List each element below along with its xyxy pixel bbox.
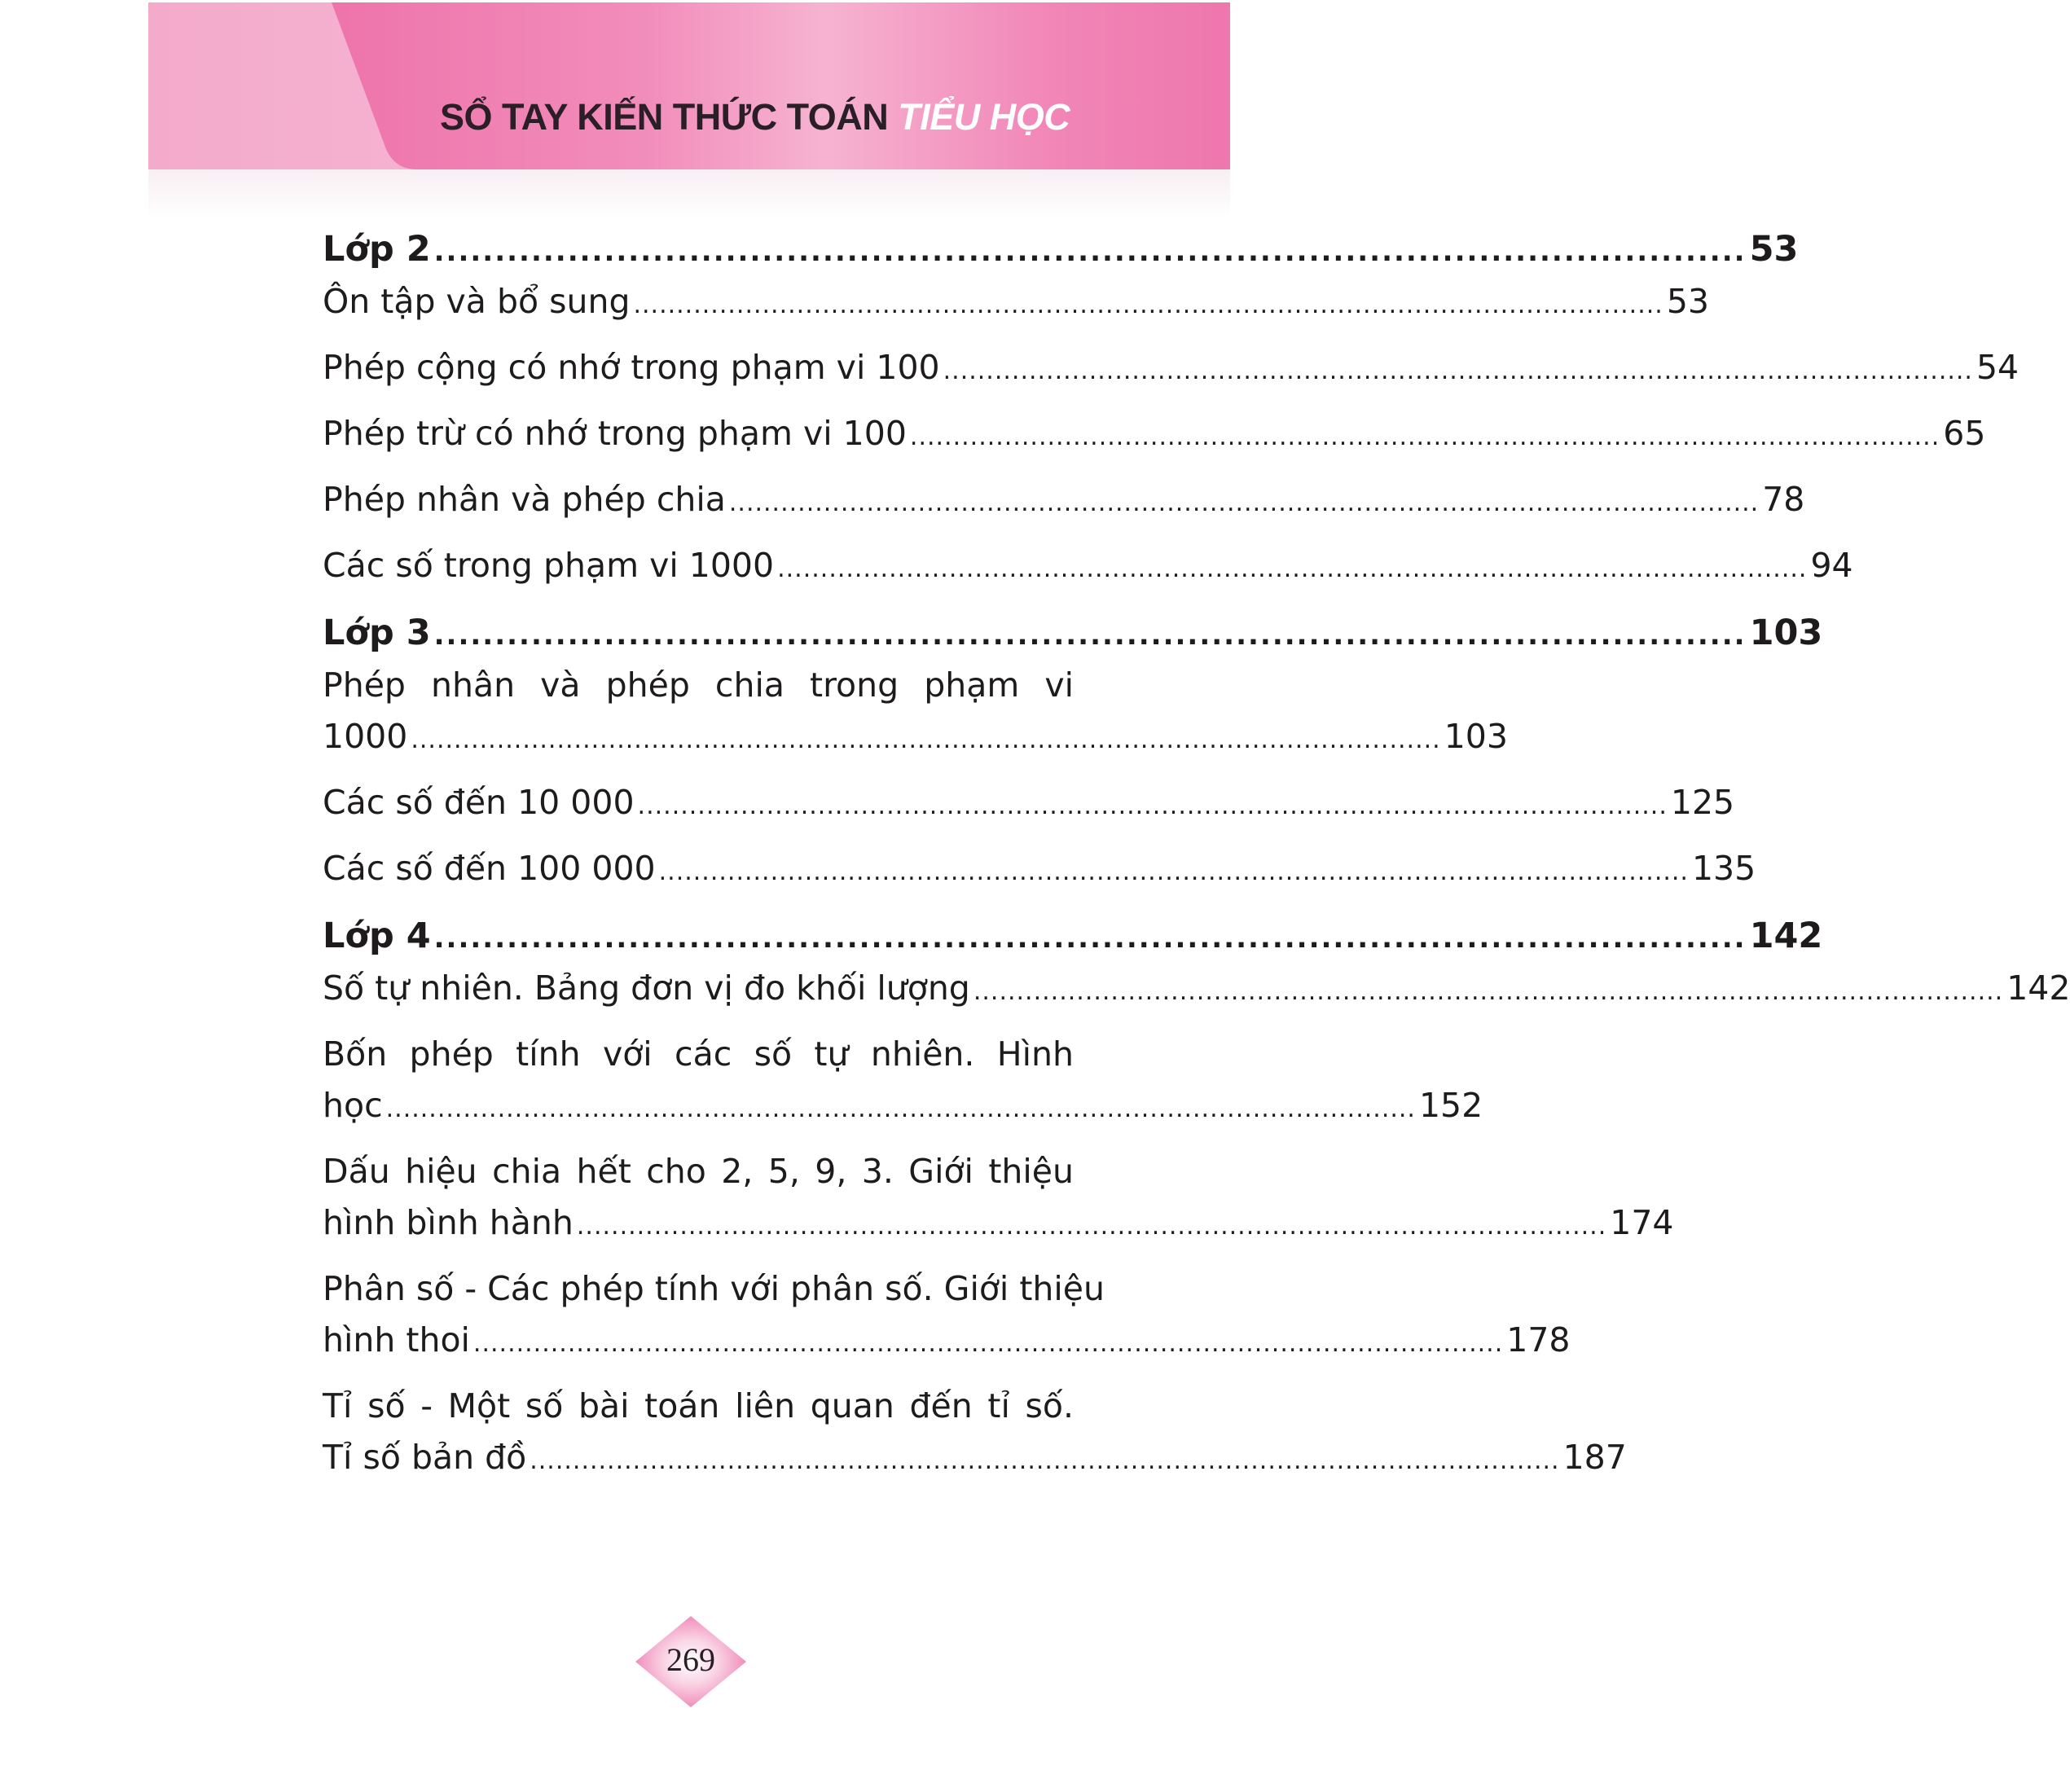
toc-item-page: 152 <box>1418 1086 1483 1125</box>
toc-item-title: hình thoi <box>323 1320 470 1359</box>
toc-heading-title: Lớp 4 <box>323 916 431 956</box>
toc-item-title: Tỉ số bản đồ <box>323 1438 527 1477</box>
leader-dots: ............................................................................................................ <box>433 235 1747 268</box>
leader-dots: ........................................................................................................................ <box>633 291 1663 319</box>
toc-item-page: 103 <box>1444 717 1508 756</box>
toc-item-page: 53 <box>1666 282 1709 321</box>
toc-item-page: 125 <box>1670 783 1735 822</box>
toc-item-page: 178 <box>1506 1320 1571 1359</box>
leader-dots: ........................................................................................................................ <box>530 1447 1560 1475</box>
toc-item-title: Các số đến 100 000 <box>323 849 656 888</box>
leader-dots: ........................................................................................................................ <box>777 555 1808 583</box>
toc-item[interactable] <box>323 480 1805 519</box>
toc-item[interactable] <box>323 1152 1674 1242</box>
toc-item[interactable] <box>323 348 2019 387</box>
toc-item[interactable] <box>323 1386 1627 1477</box>
toc-section-lop-4 <box>323 915 2070 1477</box>
leader-dots: ........................................................................................................................ <box>943 357 1973 385</box>
toc-item-title: 1000 <box>323 717 408 756</box>
toc-item[interactable] <box>323 1034 1483 1125</box>
toc-item-title: Ôn tập và bổ sung <box>323 282 631 321</box>
toc-item-page: 174 <box>1610 1203 1674 1242</box>
page-number: 269 <box>666 1641 715 1678</box>
leader-dots: ........................................................................................................................ <box>973 977 2004 1006</box>
toc-item-title-line1: Phân số - Các phép tính với phân số. Giới thiệu <box>323 1269 1105 1308</box>
toc-item-title-line1: Dấu hiệu chia hết cho 2, 5, 9, 3. Giới thiệu <box>323 1152 1074 1191</box>
toc-item-page: 78 <box>1762 480 1805 519</box>
toc-heading-page: 103 <box>1749 613 1823 653</box>
leader-dots: ........................................................................................................................ <box>576 1212 1607 1241</box>
leader-dots: ........................................................................................................................ <box>728 489 1760 517</box>
toc-item-page: 187 <box>1562 1438 1627 1477</box>
toc-item-title: Các số đến 10 000 <box>323 783 635 822</box>
toc-heading-page: 53 <box>1749 229 1799 270</box>
toc-section-lop-3 <box>323 612 1823 888</box>
toc-item-page: 135 <box>1691 849 1756 888</box>
leader-dots: ........................................................................................................................ <box>658 858 1689 886</box>
page-number-badge <box>626 1613 756 1711</box>
toc-item[interactable] <box>323 1269 1571 1359</box>
book-title <box>440 96 1189 145</box>
toc-item-title: Số tự nhiên. Bảng đơn vị đo khối lượng <box>323 968 970 1008</box>
toc-heading[interactable] <box>323 612 1823 654</box>
toc-section-lop-2 <box>323 228 2019 585</box>
toc-item-page: 94 <box>1810 546 1853 585</box>
toc-item[interactable] <box>323 849 1756 888</box>
toc-heading[interactable] <box>323 228 1799 270</box>
toc-item-title-line1: Tỉ số - Một số bài toán liên quan đến tỉ số. <box>323 1386 1074 1425</box>
book-title-accent: TIỂU HỌC <box>898 96 1070 138</box>
toc-item-title: học <box>323 1086 383 1125</box>
toc-item-title-line1: Phép nhân và phép chia trong phạm vi <box>323 665 1074 705</box>
book-title-main: SỔ TAY KIẾN THỨC TOÁN <box>440 96 899 138</box>
toc-item-title: Phép trừ có nhớ trong phạm vi 100 <box>323 414 907 453</box>
toc-item[interactable] <box>323 783 1735 822</box>
table-of-contents <box>323 228 2070 1504</box>
toc-item[interactable] <box>323 414 1986 453</box>
toc-item-page: 142 <box>2006 968 2070 1008</box>
toc-item-title: Phép nhân và phép chia <box>323 480 726 519</box>
toc-item-title: Các số trong phạm vi 1000 <box>323 546 775 585</box>
toc-heading-title: Lớp 2 <box>323 229 431 270</box>
toc-item-page: 54 <box>1976 348 2019 387</box>
leader-dots: ........................................................................................................................ <box>637 792 1668 820</box>
toc-item-page: 65 <box>1943 414 1986 453</box>
leader-dots: ........................................................................................................................ <box>411 726 1441 754</box>
leader-dots: ............................................................................................................ <box>433 619 1747 652</box>
leader-dots: ........................................................................................................................ <box>909 423 1940 451</box>
toc-item-title: Phép cộng có nhớ trong phạm vi 100 <box>323 348 940 387</box>
toc-heading-title: Lớp 3 <box>323 613 431 653</box>
header-shadow <box>148 169 1230 218</box>
toc-heading[interactable] <box>323 915 1823 957</box>
toc-item[interactable] <box>323 968 2070 1008</box>
toc-item[interactable] <box>323 665 1508 756</box>
leader-dots: ........................................................................................................................ <box>385 1095 1416 1123</box>
toc-item-title: hình bình hành <box>323 1203 574 1242</box>
toc-item-title-line1: Bốn phép tính với các số tự nhiên. Hình <box>323 1034 1074 1074</box>
toc-item[interactable] <box>323 282 1709 321</box>
leader-dots: ............................................................................................................ <box>433 922 1747 955</box>
toc-item[interactable] <box>323 546 1853 585</box>
leader-dots: ........................................................................................................................ <box>472 1329 1504 1358</box>
toc-heading-page: 142 <box>1749 916 1823 956</box>
